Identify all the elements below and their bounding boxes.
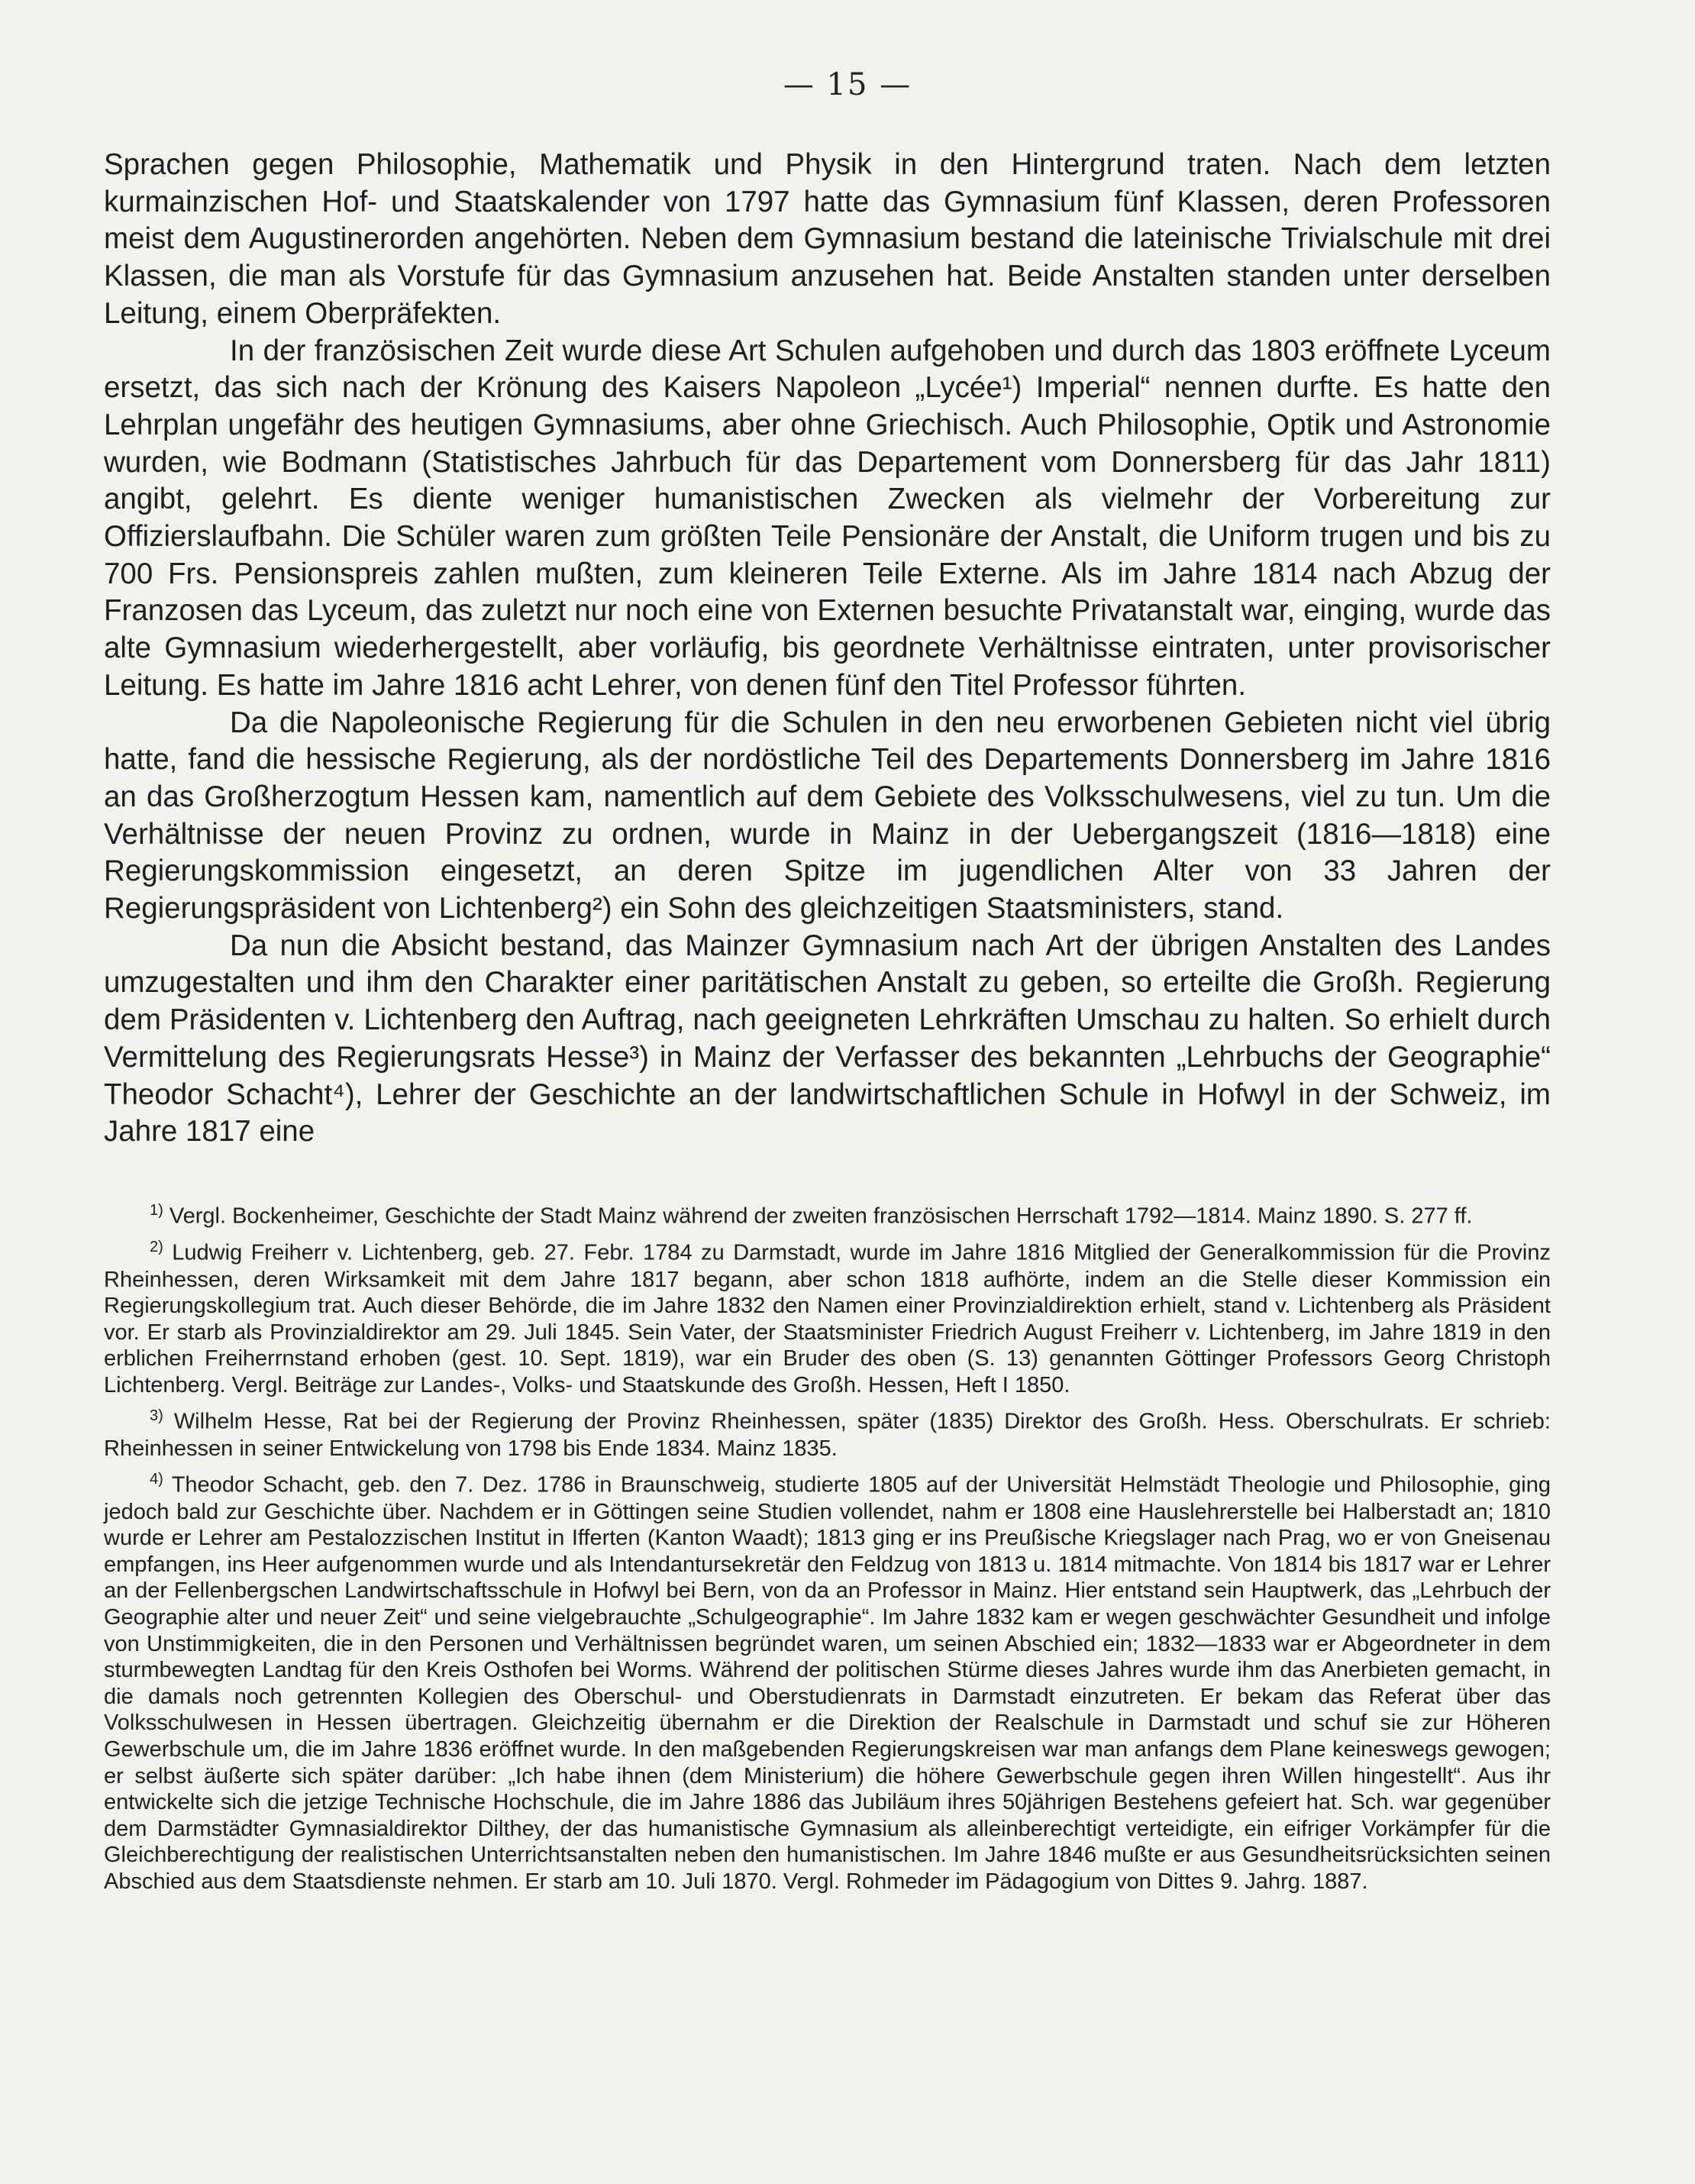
footnote-2 <box>104 1234 1551 1398</box>
footnote-3 <box>104 1403 1551 1462</box>
paragraph-4: Da nun die Absicht bestand, das Mainzer Gymnasium nach Art der übrigen Anstalten des Landes umzugestalten und ihm den Charakter einer paritätischen Anstalt zu geben, so erteilte die Großh. Regierung dem Präsidenten v. Lichtenberg den Auftrag, nach geeigneten Lehrkräften Umschau zu halten. So erhielt durch Vermittelung des Regierungsrats Hesse³) in Mainz der Verfasser des bekannten „Lehrbuchs der Geographie“ Theodor Schacht⁴), Lehrer der Geschichte an der landwirtschaftlichen Schule in Hofwyl in der Schweiz, im Jahre 1817 eine <box>104 929 1551 1149</box>
paragraph-1: Sprachen gegen Philosophie, Mathematik und Physik in den Hintergrund traten. Nach dem letzten kurmainzischen Hof- und Staatskalender von 1797 hatte das Gymnasium fünf Klassen, deren Professoren meist dem Augustinerorden angehörten. Neben dem Gymnasium bestand die lateinische Trivialschule mit drei Klassen, die man als Vorstufe für das Gymnasium anzusehen hat. Beide Anstalten standen unter derselben Leitung, einem Oberpräfekten. <box>104 148 1551 330</box>
footnote-4 <box>104 1466 1551 1895</box>
paragraph-3: Da die Napoleonische Regierung für die Schulen in den neu erworbenen Gebieten nicht viel übrig hatte, fand die hessische Regierung, als der nordöstliche Teil des Departements Donnersberg im Jahre 1816 an das Großherzogtum Hessen kam, namentlich auf dem Gebiete des Volksschulwesens, viel zu tun. Um die Verhältnisse der neuen Provinz zu ordnen, wurde in Mainz in der Uebergangszeit (1816—1818) eine Regierungskommission eingesetzt, an deren Spitze im jugendlichen Alter von 33 Jahren der Regierungspräsident von Lichtenberg²) ein Sohn des gleichzeitigen Staatsministers, stand. <box>104 706 1551 926</box>
footnote-text: Vergl. Bockenheimer, Geschichte der Stadt Mainz während der zweiten französischen Herrschaft 1792—1814. Mainz 1890. S. 277 ff. <box>169 1203 1473 1229</box>
footnote-text: Ludwig Freiherr v. Lichtenberg, geb. 27. Febr. 1784 zu Darmstadt, wurde im Jahre 1816 Mitglied der Generalkommission für die Provinz Rheinhessen, deren Wirksamkeit mit dem Jahre 1817 begann, aber schon 1818 aufhörte, indem an die Stelle dieser Kommission ein Regierungskollegium trat. Auch dieser Behörde, die im Jahre 1832 den Namen einer Provinzialdirektion erhielt, stand v. Lichtenberg als Präsident vor. Er starb als Provinzialdirektor am 29. Juli 1845. Sein Vater, der Staatsminister Friedrich August Freiherr v. Lichtenberg, im Jahre 1819 in den erblichen Freiherrnstand erhoben (gest. 10. Sept. 1819), war ein Bruder des oben (S. 13) genannten Göttinger Professors Georg Christoph Lichtenberg. Vergl. Beiträge zur Landes-, Volks- und Staatskunde des Großh. Hessen, Heft I 1850. <box>104 1240 1551 1397</box>
main-text <box>104 147 1551 1151</box>
page-number: — 15 — <box>783 67 912 102</box>
footnotes <box>104 1197 1551 1899</box>
footnote-1 <box>104 1197 1551 1229</box>
footnote-mark: 2) <box>150 1239 163 1256</box>
footnote-mark: 3) <box>150 1407 163 1425</box>
paragraph-2: In der französischen Zeit wurde diese Art Schulen aufgehoben und durch das 1803 eröffnete Lyceum ersetzt, das sich nach der Krönung des Kaisers Napoleon „Lycée¹) Imperial“ nennen durfte. Es hatte den Lehrplan ungefähr des heutigen Gymnasiums, aber ohne Griechisch. Auch Philosophie, Optik und Astronomie wurden, wie Bodmann (Statistisches Jahrbuch für das Departement vom Donnersberg für das Jahr 1811) angibt, gelehrt. Es diente weniger humanistischen Zwecken als vielmehr der Vorbereitung zur Offizierslaufbahn. Die Schüler waren zum größten Teile Pensionäre der Anstalt, die Uniform trugen und bis zu 700 Frs. Pensionspreis zahlen mußten, zum kleineren Teile Externe. Als im Jahre 1814 nach Abzug der Franzosen das Lyceum, das zuletzt nur noch eine von Externen besuchte Privatanstalt war, einging, wurde das alte Gymnasium wiederhergestellt, aber vorläufig, bis geordnete Verhältnisse eintraten, unter provisorischer Leitung. Es hatte im Jahre 1816 acht Lehrer, von denen fünf den Titel Professor führten. <box>104 334 1551 702</box>
footnote-mark: 1) <box>150 1202 163 1219</box>
footnote-mark: 4) <box>150 1471 163 1488</box>
footnote-text: Theodor Schacht, geb. den 7. Dez. 1786 in Braunschweig, studierte 1805 auf der Universität Helmstädt Theologie und Philosophie, ging jedoch bald zur Geschichte über. Nachdem er in Göttingen seine Studien vollendet, nahm er 1808 eine Hauslehrerstelle bei Halberstadt an; 1810 wurde er Lehrer am Pestalozzischen Institut in Ifferten (Kanton Waadt); 1813 ging er ins Preußische Kriegslager nach Prag, wo er von Gneisenau empfangen, ins Heer aufgenommen wurde und als Intendantursekretär den Feldzug von 1813 u. 1814 mitmachte. Von 1814 bis 1817 war er Lehrer an der Fellenbergschen Landwirtschaftsschule in Hofwyl bei Bern, von da an Professor in Mainz. Hier entstand sein Hauptwerk, das „Lehrbuch der Geographie alter und neuer Zeit“ und seine vielgebrauchte „Schulgeographie“. Im Jahre 1832 kam er wegen geschwächter Gesundheit und infolge von Unstimmigkeiten, die in den Personen und Verhältnissen begründet waren, um seinen Abschied ein; 1832—1833 war er Abgeordneter in dem sturmbewegten Landtag für den Kreis Osthofen bei Worms. Während der politischen Stürme dieses Jahres wurde ihm das Anerbieten gemacht, in die damals noch getrennten Kollegien des Oberschul- und Oberstudienrats in Darmstadt einzutreten. Er bekam das Referat über das Volksschulwesen in Hessen übertragen. Gleichzeitig übernahm er die Direktion der Realschule in Darmstadt und schuf sie zur Höheren Gewerbschule um, die im Jahre 1836 eröffnet wurde. In den maßgebenden Regierungskreisen war man anfangs dem Plane keineswegs gewogen; er selbst äußerte sich später darüber: „Ich habe ihnen (dem Ministerium) die höhere Gewerbschule gegen ihren Willen hingestellt“. Aus ihr entwickelte sich die jetzige Technische Hochschule, die im Jahre 1886 das Jubiläum ihres 50jährigen Bestehens gefeiert hat. Sch. war gegenüber dem Darmstädter Gymnasialdirektor Dilthey, der das humanistische Gymnasium als alleinberechtigt verteidigte, ein eifriger Vorkämpfer für die Gleichberechtigung der realistischen Unterrichtsanstalten neben den humanistischen. Im Jahre 1846 mußte er aus Gesundheitsrücksichten seinen Abschied aus dem Staatsdienste nehmen. Er starb am 10. Juli 1870. Vergl. Rohmeder im Pädagogium von Dittes 9. Jahrg. 1887. <box>104 1472 1551 1894</box>
footnote-text: Wilhelm Hesse, Rat bei der Regierung der Provinz Rheinhessen, später (1835) Direktor des Großh. Hess. Oberschulrats. Er schrieb: Rheinhessen in seiner Entwickelung von 1798 bis Ende 1834. Mainz 1835. <box>104 1410 1551 1461</box>
